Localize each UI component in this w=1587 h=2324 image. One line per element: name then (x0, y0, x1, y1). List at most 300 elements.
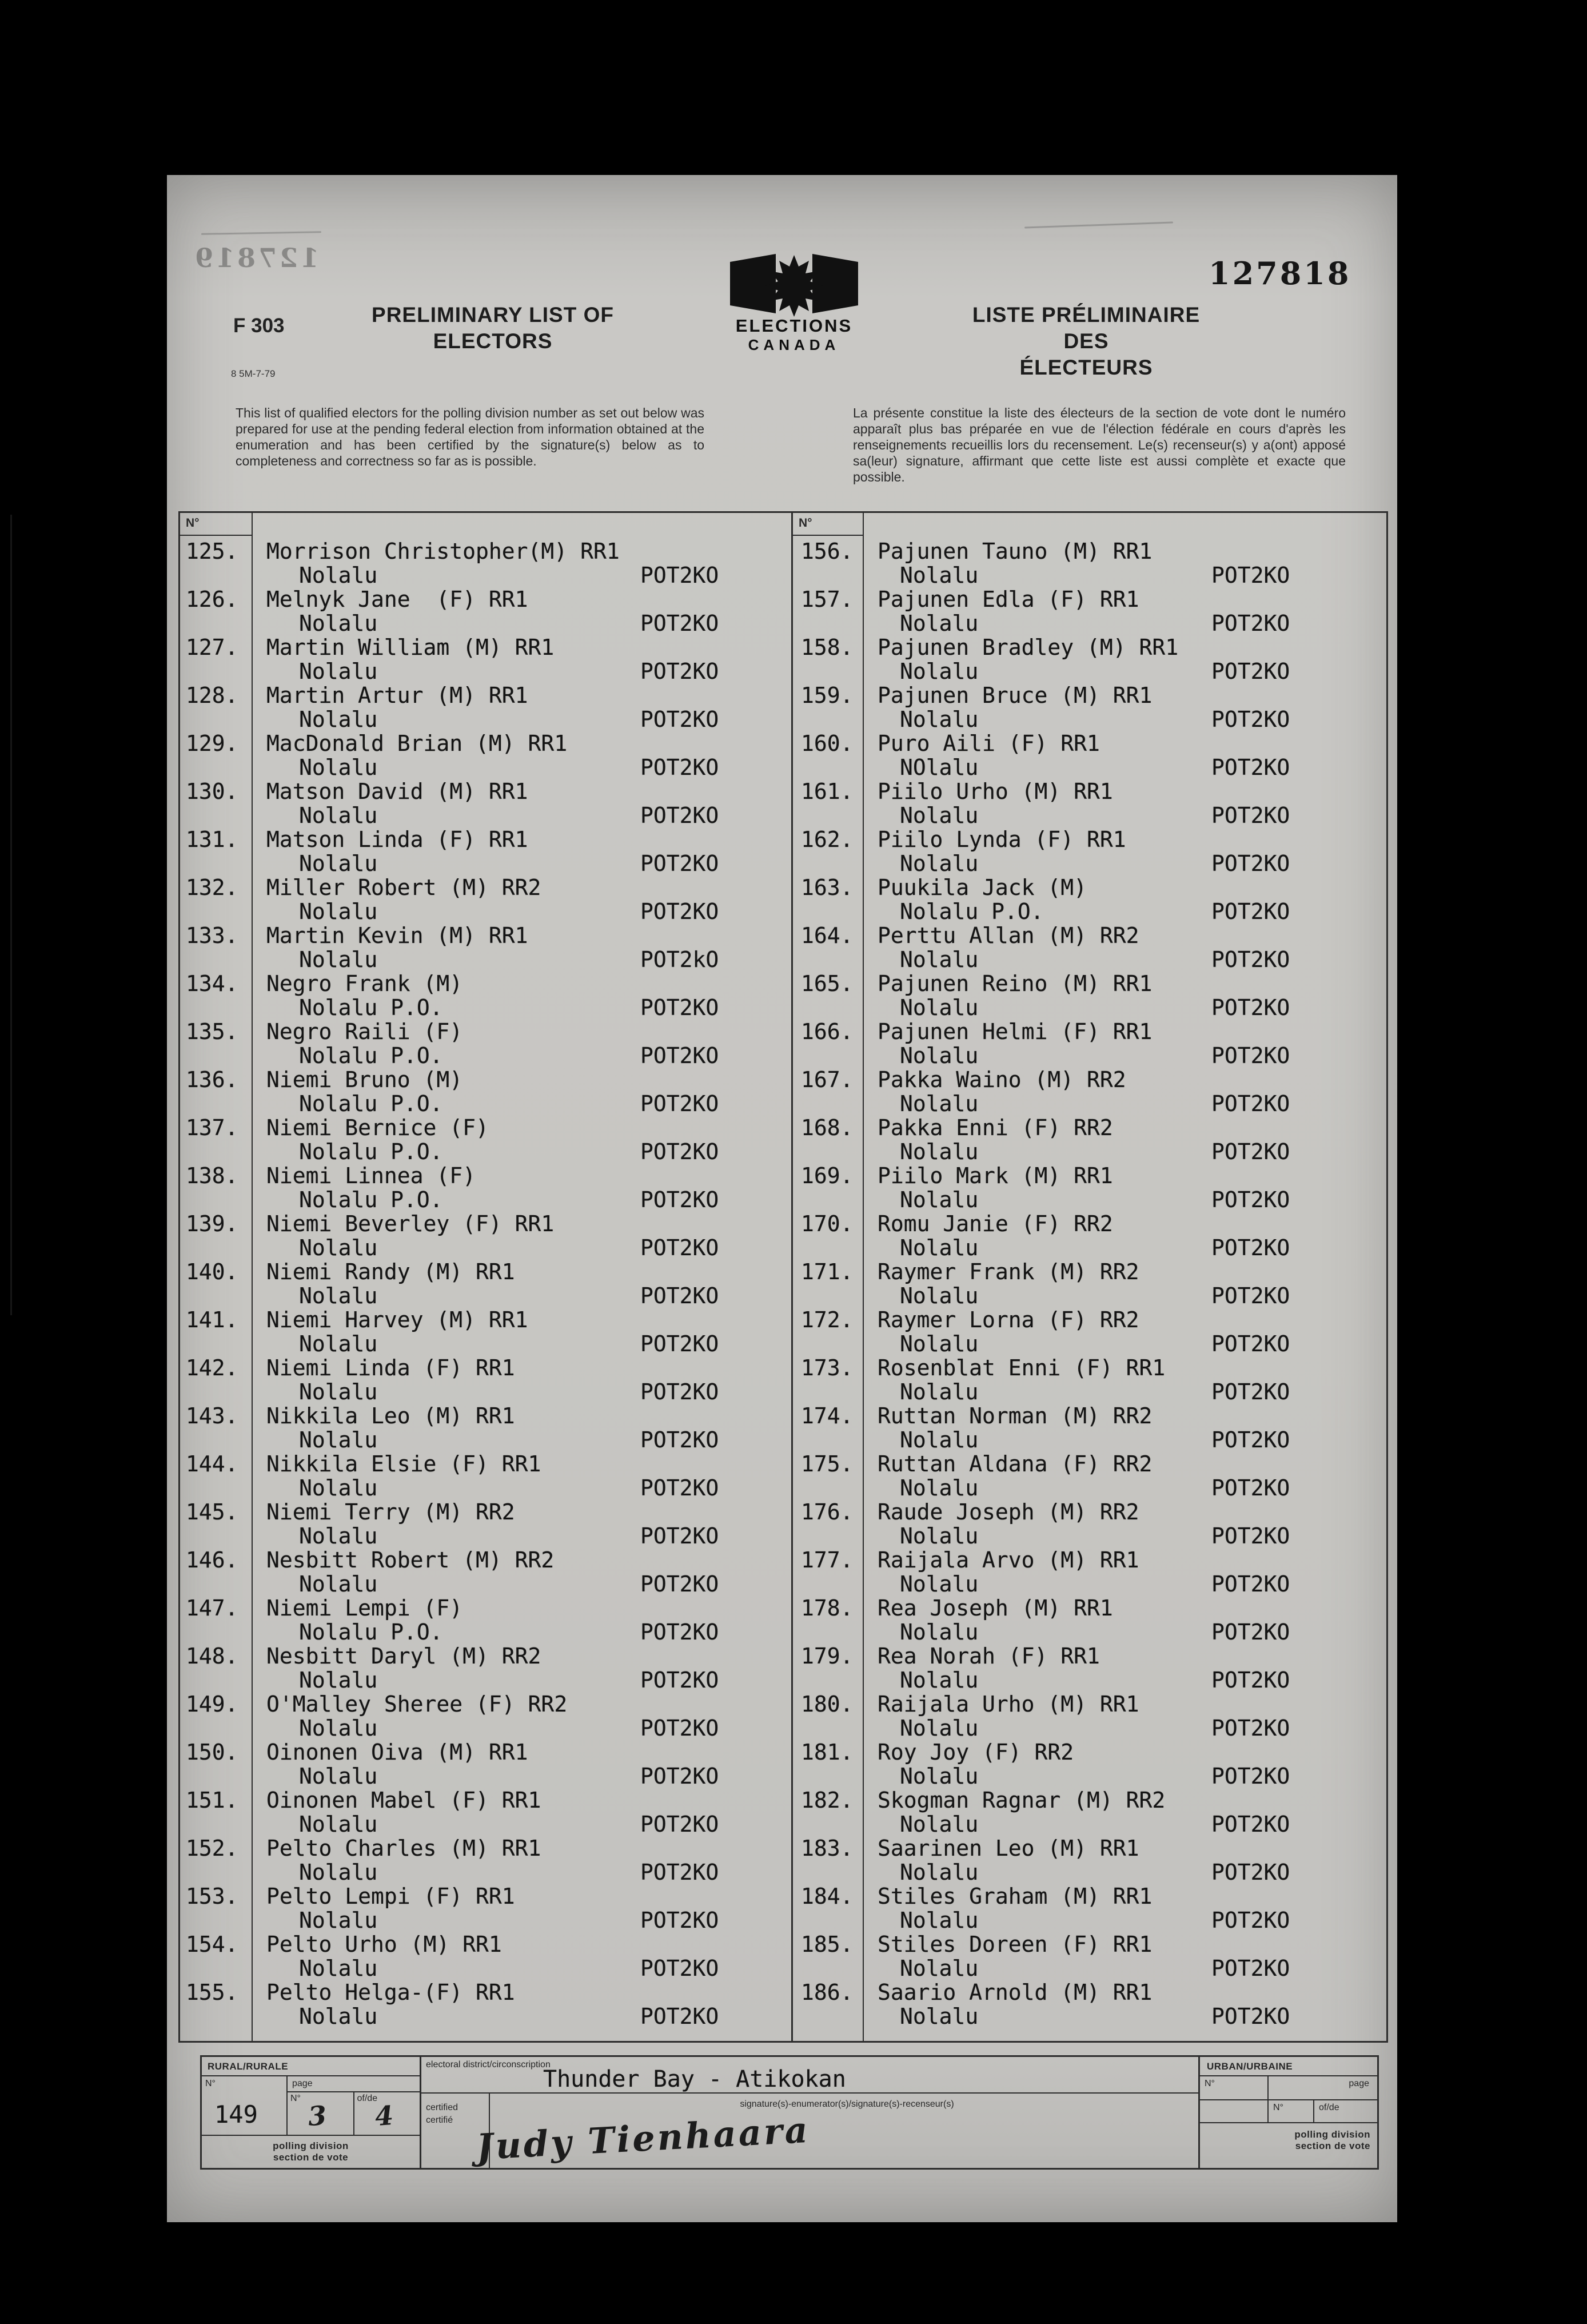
polling-division-label-left (202, 2136, 420, 2163)
elector-number: 178. (801, 1595, 854, 1621)
elector-address: Nolalu (299, 1716, 378, 1741)
elector-number: 166. (801, 1019, 854, 1044)
elector-name: Miller Robert (M) RR2 (266, 875, 541, 900)
elector-row (180, 1068, 791, 1116)
elector-address: Nolalu (900, 1956, 979, 1981)
elector-name: Rosenblat Enni (F) RR1 (878, 1355, 1166, 1380)
elector-address: Nolalu (900, 1283, 979, 1308)
elector-address: Nolalu (900, 1860, 979, 1885)
elector-address: Nolalu (299, 563, 378, 588)
elector-name: Martin William (M) RR1 (266, 635, 555, 660)
elector-row (180, 1500, 791, 1548)
elector-address: Nolalu (299, 2004, 378, 2029)
elector-address: Nolalu (299, 1764, 378, 1789)
elector-address: Nolalu (299, 899, 378, 924)
elector-name: Niemi Bruno (M) (266, 1067, 463, 1092)
elector-name: Raijala Arvo (M) RR1 (878, 1547, 1139, 1573)
elector-address: Nolalu (299, 1283, 378, 1308)
elector-row (180, 731, 791, 779)
elector-address: Nolalu (900, 803, 979, 828)
elector-name: Niemi Beverley (F) RR1 (266, 1211, 555, 1236)
elector-address: Nolalu P.O. (299, 1619, 443, 1645)
elector-address: Nolalu P.O. (299, 1043, 443, 1068)
elector-name: Nesbitt Robert (M) RR2 (266, 1547, 555, 1573)
elector-name: Pajunen Edla (F) RR1 (878, 587, 1139, 612)
elector-row (180, 1164, 791, 1212)
elector-number: 141. (186, 1307, 238, 1332)
elector-number: 151. (186, 1788, 238, 1813)
elector-address: Nolalu (299, 1956, 378, 1981)
elector-postal: POT2KO (640, 1331, 719, 1356)
elector-postal: POT2KO (1211, 1235, 1290, 1260)
elector-postal: POT2KO (1211, 947, 1290, 972)
elector-number: 148. (186, 1643, 238, 1669)
elector-row (180, 876, 791, 924)
elector-number: 181. (801, 1740, 854, 1765)
elector-address: Nolalu (299, 1812, 378, 1837)
elector-address: Nolalu P.O. (299, 1091, 443, 1116)
rural-section (202, 2057, 421, 2168)
elector-name: Roy Joy (F) RR2 (878, 1740, 1074, 1765)
elector-postal: POT2KO (640, 1956, 719, 1981)
elector-address: Nolalu (900, 1187, 979, 1212)
elector-row (793, 827, 1386, 876)
elector-number: 153. (186, 1884, 238, 1909)
certified-en: certified (426, 2103, 458, 2112)
elector-postal: POT2KO (1211, 995, 1290, 1020)
elector-address: Nolalu (299, 1235, 378, 1260)
elector-address: Nolalu P.O. (299, 995, 443, 1020)
elector-name: Puukila Jack (M) (878, 875, 1087, 900)
elector-postal: POT2KO (640, 1812, 719, 1837)
elector-name: Stiles Graham (M) RR1 (878, 1884, 1153, 1909)
elector-row (793, 1404, 1386, 1452)
elector-name: Martin Artur (M) RR1 (266, 683, 528, 708)
pencil-mark (1024, 221, 1173, 228)
elector-address: Nolalu (900, 1091, 979, 1116)
elector-name: Rea Norah (F) RR1 (878, 1643, 1100, 1669)
elector-postal: POT2KO (1211, 1860, 1290, 1885)
elector-address: Nolalu (299, 851, 378, 876)
elector-postal: POT2KO (640, 1043, 719, 1068)
form-number: F 303 (233, 315, 285, 337)
elector-row (793, 924, 1386, 972)
elector-row (180, 1116, 791, 1164)
elector-row (180, 1404, 791, 1452)
intro-paragraph-english: This list of qualified electors for the polling division number as set out below was prepared for use at the pending federal election from information obtained at the enumeration and has been certified by the signature(s) below as to completeness and correctness so far as is possible. (236, 405, 704, 468)
elections-canada-logo (717, 248, 871, 354)
elector-postal: POT2KO (1211, 1187, 1290, 1212)
elector-row (180, 1932, 791, 1980)
elector-number: 182. (801, 1788, 854, 1813)
title-french-line1: LISTE PRÉLIMINAIRE DES (972, 303, 1201, 353)
elector-postal: POT2KO (640, 803, 719, 828)
elector-name: Nikkila Elsie (F) RR1 (266, 1451, 541, 1477)
elector-name: Niemi Bernice (F) (266, 1115, 489, 1140)
elector-address: Nolalu (299, 659, 378, 684)
elector-postal: POT2KO (640, 1475, 719, 1501)
elector-postal: POT2KO (640, 1523, 719, 1549)
elector-row (793, 1692, 1386, 1740)
elector-postal: POT2KO (1211, 659, 1290, 684)
elector-number: 127. (186, 635, 238, 660)
elector-postal: POT2KO (1211, 1427, 1290, 1452)
elector-row (793, 1740, 1386, 1788)
elector-name: Perttu Allan (M) RR2 (878, 923, 1139, 948)
elector-number: 171. (801, 1259, 854, 1284)
elector-number: 146. (186, 1547, 238, 1573)
elector-postal: POT2KO (640, 1427, 719, 1452)
elector-row (180, 1788, 791, 1836)
elector-postal: POT2KO (640, 611, 719, 636)
elector-address: Nolalu (900, 707, 979, 732)
elector-name: Romu Janie (F) RR2 (878, 1211, 1113, 1236)
elector-name: Raijala Urho (M) RR1 (878, 1692, 1139, 1717)
elector-name: Matson Linda (F) RR1 (266, 827, 528, 852)
elector-address: Nolalu (900, 1812, 979, 1837)
of-de-label: of/de (357, 2094, 378, 2103)
elector-address: Nolalu (299, 1475, 378, 1501)
elector-name: Raymer Frank (M) RR2 (878, 1259, 1139, 1284)
elector-address: Nolalu (900, 563, 979, 588)
elector-row (793, 1500, 1386, 1548)
elector-postal: POT2KO (640, 899, 719, 924)
elector-number: 143. (186, 1403, 238, 1428)
elector-postal: POT2KO (640, 707, 719, 732)
elector-postal: POT2KO (1211, 1283, 1290, 1308)
elector-postal: POT2KO (640, 1379, 719, 1404)
elector-number: 128. (186, 683, 238, 708)
intro-paragraph-french: La présente constitue la liste des électeurs de la section de vote dont le numéro apparaît plus bas préparée en vue de l'élection fédérale en cours d'après les renseignements recueillis lors du recensement. Le(s) recenseur(s) y a(ont) apposé sa(leur) signature, affirmant que cette liste est aussi complète et exacte que possible. (853, 405, 1346, 484)
elector-postal: POT2KO (1211, 611, 1290, 636)
elector-postal: POT2KO (1211, 1908, 1290, 1933)
electors-column-right (793, 513, 1386, 2041)
title-french (949, 302, 1223, 381)
elector-row (793, 1164, 1386, 1212)
elector-row (180, 539, 791, 587)
elector-address: Nolalu (900, 1235, 979, 1260)
elector-number: 164. (801, 923, 854, 948)
elector-row (180, 1548, 791, 1596)
polling-division-fr: section de vote (1295, 2140, 1370, 2151)
elector-name: Raymer Lorna (F) RR2 (878, 1307, 1139, 1332)
maple-leaf-flag-icon (725, 248, 863, 319)
paper (167, 175, 1397, 2222)
elector-number: 162. (801, 827, 854, 852)
elector-number: 136. (186, 1067, 238, 1092)
elector-address: Nolalu (299, 1379, 378, 1404)
elector-entries-left (180, 539, 791, 2028)
elector-number: 183. (801, 1836, 854, 1861)
elector-number: 172. (801, 1307, 854, 1332)
signature-label: signature(s)-enumerator(s)/signature(s)-recenseur(s) (740, 2099, 954, 2109)
elector-number: 133. (186, 923, 238, 948)
elector-row (793, 1932, 1386, 1980)
elector-number: 184. (801, 1884, 854, 1909)
elector-number: 179. (801, 1643, 854, 1669)
elector-address: Nolalu (900, 947, 979, 972)
elector-number: 156. (801, 539, 854, 564)
elector-name: Saario Arnold (M) RR1 (878, 1980, 1153, 2005)
page-number-cell (288, 2092, 354, 2135)
elector-postal: POT2KO (1211, 563, 1290, 588)
column-header-no: N° (180, 513, 252, 536)
elector-name: Morrison Christopher(M) RR1 (266, 539, 620, 564)
elector-name: Pelto Helga-(F) RR1 (266, 1980, 515, 2005)
elector-row (180, 1452, 791, 1500)
elector-address: Nolalu (299, 611, 378, 636)
elector-postal: POT2KO (1211, 1043, 1290, 1068)
page-cell (288, 2076, 420, 2135)
urban-of-de-label: of/de (1319, 2103, 1339, 2112)
elector-postal: POT2KO (640, 755, 719, 780)
elector-name: Niemi Linda (F) RR1 (266, 1355, 515, 1380)
title-english-line1: PRELIMINARY LIST OF (372, 303, 614, 327)
page-label: page (288, 2076, 420, 2092)
elector-postal: POT2KO (640, 1764, 719, 1789)
enumerator-signature: Judy Tienhaara (475, 2108, 811, 2168)
elector-name: Puro Aili (F) RR1 (878, 731, 1100, 756)
elector-name: Pajunen Bradley (M) RR1 (878, 635, 1179, 660)
elector-name: Oinonen Oiva (M) RR1 (266, 1740, 528, 1765)
elector-address: Nolalu (900, 1571, 979, 1597)
elector-number: 177. (801, 1547, 854, 1573)
elector-row (793, 587, 1386, 635)
elector-address: Nolalu (900, 611, 979, 636)
elector-number: 134. (186, 971, 238, 996)
elector-number: 142. (186, 1355, 238, 1380)
elector-row (180, 1836, 791, 1884)
urban-no-label: N° (1200, 2076, 1269, 2099)
page-total-handwritten: 4 (373, 2099, 394, 2132)
elector-postal: POT2KO (1211, 1523, 1290, 1549)
district-section (421, 2057, 1200, 2168)
elector-address: Nolalu (299, 1668, 378, 1693)
urban-section (1200, 2057, 1377, 2168)
elector-address: Nolalu (299, 1427, 378, 1452)
elector-name: O'Malley Sheree (F) RR2 (266, 1692, 568, 1717)
elector-postal: POT2KO (640, 659, 719, 684)
pencil-mark (201, 231, 321, 235)
elector-postal: POT2KO (1211, 1571, 1290, 1597)
elector-postal: POT2KO (1211, 755, 1290, 780)
elector-number: 149. (186, 1692, 238, 1717)
elector-address: Nolalu (900, 1619, 979, 1645)
elector-number: 158. (801, 635, 854, 660)
elector-postal: POT2KO (640, 563, 719, 588)
elector-address: Nolalu (900, 1764, 979, 1789)
elector-row (180, 1980, 791, 2028)
elector-address: Nolalu (900, 1716, 979, 1741)
scanner-line-artifact (10, 515, 12, 1315)
elector-row (180, 635, 791, 683)
elector-row (793, 1452, 1386, 1500)
polling-division-en: polling division (1294, 2129, 1370, 2140)
elector-postal: POT2KO (1211, 803, 1290, 828)
elector-name: Matson David (M) RR1 (266, 779, 528, 804)
polling-division-number: 149 (214, 2100, 258, 2128)
elector-row (793, 1836, 1386, 1884)
elector-row (180, 587, 791, 635)
elector-row (180, 1308, 791, 1356)
urban-no-label-2: N° (1269, 2100, 1314, 2122)
elector-address: Nolalu (900, 2004, 979, 2029)
elector-row (793, 1260, 1386, 1308)
elector-postal: POT2kO (640, 947, 719, 972)
elector-name: Skogman Ragnar (M) RR2 (878, 1788, 1166, 1813)
elector-name: Oinonen Mabel (F) RR1 (266, 1788, 541, 1813)
elector-postal: POT2KO (1211, 1475, 1290, 1501)
elector-number: 165. (801, 971, 854, 996)
elector-number: 152. (186, 1836, 238, 1861)
elector-name: Pelto Urho (M) RR1 (266, 1932, 502, 1957)
elector-number: 125. (186, 539, 238, 564)
elector-postal: POT2KO (640, 1235, 719, 1260)
elector-address: Nolalu (299, 1860, 378, 1885)
elector-number: 173. (801, 1355, 854, 1380)
elector-postal: POT2KO (640, 1908, 719, 1933)
elector-row (793, 1020, 1386, 1068)
elector-row (180, 683, 791, 731)
elector-address: Nolalu (299, 707, 378, 732)
elector-number: 140. (186, 1259, 238, 1284)
elector-name: Pajunen Reino (M) RR1 (878, 971, 1153, 996)
serial-stamp-mirrored: 127819 (192, 242, 320, 273)
title-english-line2: ELECTORS (433, 329, 553, 353)
elector-postal: POT2KO (1211, 1379, 1290, 1404)
elector-address: Nolalu (900, 1043, 979, 1068)
elector-address: Nolalu (900, 1475, 979, 1501)
elector-number: 176. (801, 1499, 854, 1525)
elector-name: Ruttan Norman (M) RR2 (878, 1403, 1153, 1428)
elector-name: MacDonald Brian (M) RR1 (266, 731, 568, 756)
elector-number: 159. (801, 683, 854, 708)
polling-division-en: polling division (273, 2140, 349, 2151)
elector-name: Niemi Randy (M) RR1 (266, 1259, 515, 1284)
elector-address: Nolalu (900, 851, 979, 876)
elector-row (180, 1740, 791, 1788)
elector-row (793, 1644, 1386, 1692)
elector-name: Niemi Terry (M) RR2 (266, 1499, 515, 1525)
elector-name: Negro Raili (F) (266, 1019, 463, 1044)
elector-number: 126. (186, 587, 238, 612)
elector-address: Nolalu (900, 1427, 979, 1452)
elector-number: 161. (801, 779, 854, 804)
electors-list (178, 511, 1388, 2043)
elector-name: Saarinen Leo (M) RR1 (878, 1836, 1139, 1861)
elector-postal: POT2KO (640, 1187, 719, 1212)
elector-number: 186. (801, 1980, 854, 2005)
elector-number: 130. (186, 779, 238, 804)
elector-postal: POT2KO (1211, 851, 1290, 876)
elector-row (793, 1548, 1386, 1596)
urban-empty-cell (1200, 2100, 1269, 2122)
elector-row (793, 1308, 1386, 1356)
elector-address: NOlalu (900, 755, 979, 780)
elector-row (793, 635, 1386, 683)
elector-name: Nikkila Leo (M) RR1 (266, 1403, 515, 1428)
elector-row (180, 1596, 791, 1644)
elector-postal: POT2KO (1211, 899, 1290, 924)
elector-address: Nolalu (299, 1331, 378, 1356)
form-print-code: 8 5M-7-79 (231, 368, 276, 379)
polling-division-number-cell (202, 2076, 288, 2135)
elector-address: Nolalu (299, 755, 378, 780)
certified-fr: certifié (426, 2115, 453, 2125)
elector-name: Pakka Waino (M) RR2 (878, 1067, 1126, 1092)
elector-address: Nolalu P.O. (299, 1139, 443, 1164)
elector-number: 175. (801, 1451, 854, 1477)
elector-address: Nolalu (900, 1379, 979, 1404)
elector-postal: POT2KO (1211, 1668, 1290, 1693)
logo-text-canada: CANADA (748, 336, 840, 353)
elector-number: 155. (186, 1980, 238, 2005)
elector-address: Nolalu (900, 1668, 979, 1693)
elector-name: Pelto Charles (M) RR1 (266, 1836, 541, 1861)
elector-postal: POT2KO (640, 1283, 719, 1308)
elector-address: Nolalu P.O. (900, 899, 1044, 924)
elector-address: Nolalu (900, 659, 979, 684)
column-header-no: N° (793, 513, 863, 536)
elector-number: 135. (186, 1019, 238, 1044)
elector-name: Ruttan Aldana (F) RR2 (878, 1451, 1153, 1477)
elector-row (793, 779, 1386, 827)
elector-number: 185. (801, 1932, 854, 1957)
elector-number: 154. (186, 1932, 238, 1957)
elector-name: Melnyk Jane (F) RR1 (266, 587, 528, 612)
elector-number: 147. (186, 1595, 238, 1621)
elector-row (793, 539, 1386, 587)
elector-name: Niemi Lempi (F) (266, 1595, 463, 1621)
page-total-cell (354, 2092, 420, 2135)
elector-postal: POT2KO (1211, 1091, 1290, 1116)
elector-name: Negro Frank (M) (266, 971, 463, 996)
elector-postal: POT2KO (640, 995, 719, 1020)
elector-number: 169. (801, 1163, 854, 1188)
elector-postal: POT2KO (1211, 1716, 1290, 1741)
elector-address: Nolalu (900, 1331, 979, 1356)
elector-row (793, 972, 1386, 1020)
elector-postal: POT2KO (640, 1571, 719, 1597)
elector-number: 132. (186, 875, 238, 900)
elector-number: 167. (801, 1067, 854, 1092)
district-name: Thunder Bay - Atikokan (543, 2066, 846, 2092)
elector-number: 144. (186, 1451, 238, 1477)
elector-address: Nolalu (299, 1571, 378, 1597)
elector-address: Nolalu (299, 947, 378, 972)
elector-number: 174. (801, 1403, 854, 1428)
elector-row (180, 1260, 791, 1308)
elector-row (793, 683, 1386, 731)
elector-name: Stiles Doreen (F) RR1 (878, 1932, 1153, 1957)
elector-number: 160. (801, 731, 854, 756)
elector-name: Raude Joseph (M) RR2 (878, 1499, 1139, 1525)
elector-row (180, 1356, 791, 1404)
elector-row (793, 1068, 1386, 1116)
elector-number: 150. (186, 1740, 238, 1765)
elector-address: Nolalu (900, 1139, 979, 1164)
elector-name: Pajunen Helmi (F) RR1 (878, 1019, 1153, 1044)
elector-address: Nolalu (299, 1908, 378, 1933)
elector-row (793, 1596, 1386, 1644)
elector-row (793, 1212, 1386, 1260)
polling-division-label-right (1200, 2123, 1377, 2152)
elector-row (793, 1116, 1386, 1164)
elector-row (793, 731, 1386, 779)
urban-page-label: page (1349, 2079, 1369, 2088)
title-french-line2: ÉLECTEURS (1019, 356, 1153, 379)
elector-postal: POT2KO (1211, 1956, 1290, 1981)
